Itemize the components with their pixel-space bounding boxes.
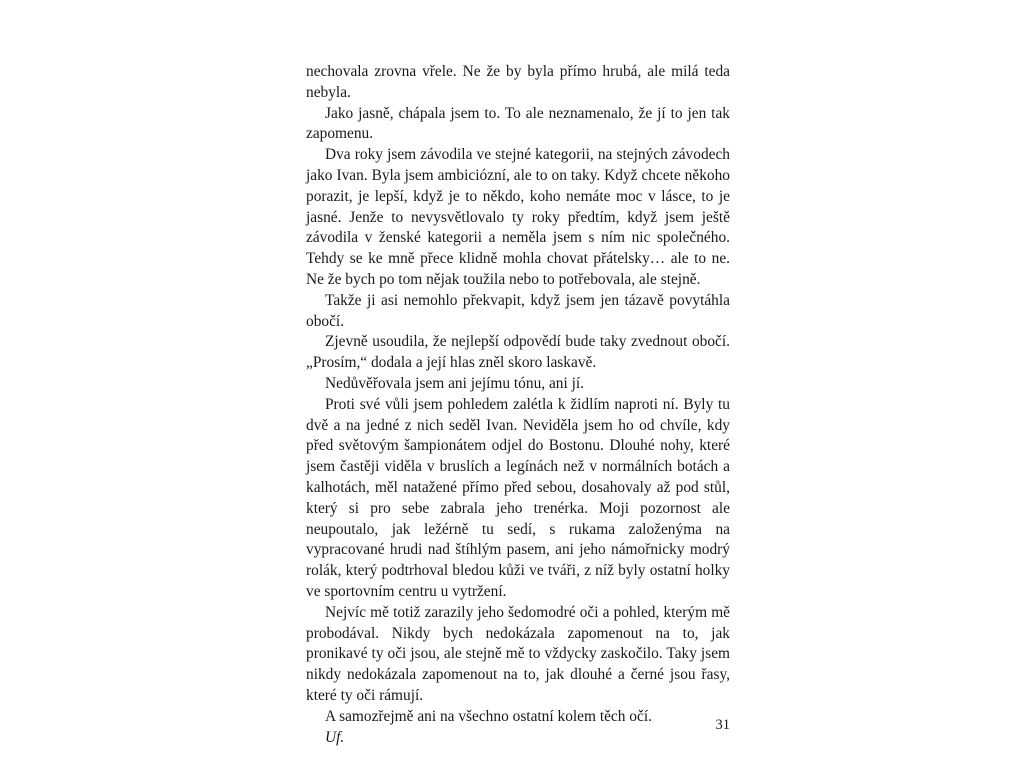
paragraph: Jako jasně, chápala jsem to. To ale neznamenalo, že jí to jen tak zapomenu. (306, 104, 730, 143)
paragraph: Zjevně usoudila, že nejlepší odpovědí bude taky zvednout obočí. „Prosím,“ dodala a její hlas zněl skoro laskavě. (306, 333, 730, 372)
body-text (306, 62, 730, 748)
paragraph: nechovala zrovna vřele. Ne že by byla přímo hrubá, ale milá teda nebyla. (306, 63, 730, 101)
paragraph: A samozřejmě ani na všechno ostatní kolem těch očí. (325, 707, 652, 725)
paragraph: Proti své vůli jsem pohledem zalétla k židlím naproti ní. Byly tu dvě a na jedné z nich seděl Ivan. Neviděla jsem ho od chvíle, kdy před světovým šampionátem odjel do Bostonu. Dlouhé nohy, které jsem častěji viděla v bruslích a legínách než v normálních botách a kalhotách, měl natažené přímo před sebou, dosahovaly až pod stůl, který si pro sebe zabrala jeho trenérka. Moji pozornost ale neupoutalo, jak ležérně tu sedí, s rukama založenýma na vypracované hrudi nad štíhlým pasem, ani jeho námořnicky modrý rolák, který podtrhoval bledou kůži ve tváři, z níž byly ostatní holky ve sportovním centru u vytržení. (306, 395, 730, 600)
paragraph: Takže ji asi nemohlo překvapit, když jsem jen tázavě povytáhla obočí. (306, 291, 730, 330)
page-number: 31 (715, 717, 730, 733)
paragraph: Dva roky jsem závodila ve stejné kategorii, na stejných závodech jako Ivan. Byla jsem ambiciózní, ale to on taky. Když chcete někoho porazit, je lepší, když je to někdo, koho nemáte moc v lásce, to je jasné. Jenže to nevysvětlovalo ty roky předtím, když jsem ještě závodila v ženské kategorii a neměla jsem s ním nic společného. Tehdy se ke mně přece klidně mohla chovat přátelsky… ale to ne. Ne že bych po tom nějak toužila nebo to potřebovala, ale stejně. (306, 146, 730, 288)
paragraph: Nedůvěřovala jsem ani jejímu tónu, ani jí. (325, 374, 585, 392)
paragraph: Nejvíc mě totiž zarazily jeho šedomodré oči a pohled, kterým mě probodával. Nikdy bych nedokázala zapomenout na to, jak pronikavé ty oči jsou, ale stejně mě to vždycky zaskočilo. Taky jsem nikdy nedokázala zapomenout na to, jak dlouhé a černé jsou řasy, které ty oči rámují. (306, 603, 730, 704)
paragraph-italic: Uf. (325, 728, 345, 746)
